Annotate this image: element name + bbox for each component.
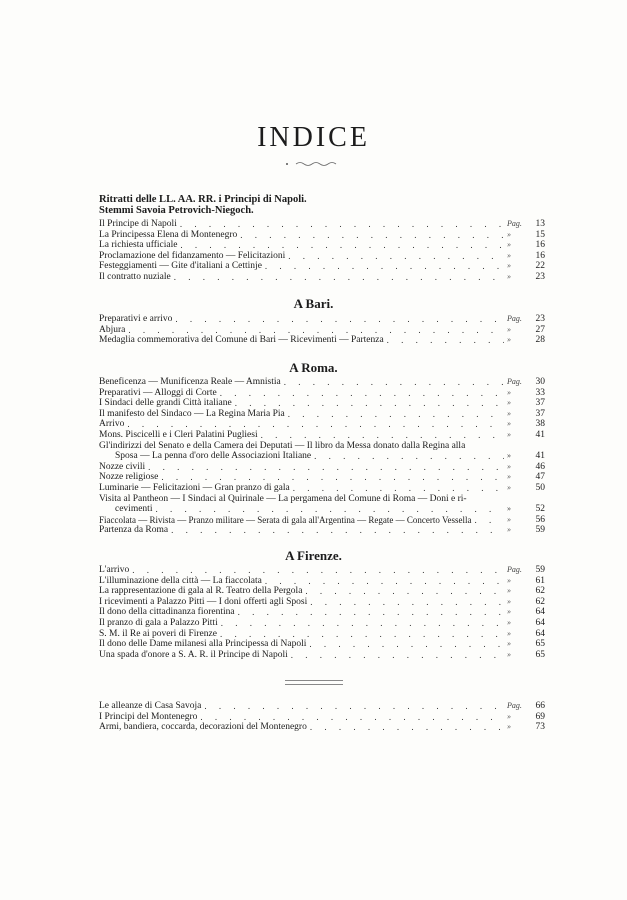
- toc-entry[interactable]: L'illuminazione della città — La fiaccolata . . . » 61: [99, 576, 545, 587]
- toc-entry[interactable]: Beneficenza — Munificenza Reale — Amnistia . . . Pag. 30: [99, 377, 545, 388]
- toc-entry[interactable]: Le alleanze di Casa Savoja . . . Pag. 66: [99, 701, 545, 712]
- toc-entry[interactable]: Preparativi — Alloggi di Corte . . . » 33: [99, 388, 545, 399]
- toc-entry[interactable]: La rappresentazione di gala al R. Teatro della Pergola . . . » 62: [99, 586, 545, 597]
- toc-entry[interactable]: Arrivo . . . » 38: [99, 419, 545, 430]
- toc-entry-continuation[interactable]: Sposa — La penna d'oro delle Associazioni Italiane . . . » 41: [99, 451, 545, 462]
- toc-entry[interactable]: I Principi del Montenegro . . . » 69: [99, 712, 545, 723]
- toc-entry[interactable]: Preparativi e arrivo . . . Pag. 23: [99, 314, 545, 325]
- section-divider: [285, 680, 343, 685]
- toc-entry[interactable]: Festeggiamenti — Gite d'italiani a Cettinje . . . » 22: [99, 261, 545, 272]
- toc-entry[interactable]: Il manifesto del Sindaco — La Regina Maria Pia . . . » 37: [99, 409, 545, 420]
- toc-entry[interactable]: Luminarie — Felicitazioni — Gran pranzo di gala . . . » 50: [99, 483, 545, 494]
- toc-entry-wrapped[interactable]: Gl'indirizzi del Senato e della Camera dei Deputati — Il libro da Messa donato dalla Regina alla: [99, 440, 466, 451]
- toc-entry-continuation[interactable]: cevimenti . . . » 52: [99, 504, 545, 515]
- toc-entry[interactable]: Il pranzo di gala a Palazzo Pitti . . . » 64: [99, 618, 545, 629]
- section-title-bari: A Bari.: [293, 296, 334, 311]
- page-title: INDICE: [257, 122, 370, 153]
- toc-entry[interactable]: Il dono delle Dame milanesi alla Principessa di Napoli . . . » 65: [99, 639, 545, 650]
- toc-entry[interactable]: Nozze civili . . . » 46: [99, 462, 545, 473]
- toc-entry-wrapped[interactable]: Visita al Pantheon — I Sindaci al Quirinale — La pergamena del Comune di Roma — Doni e ri-: [99, 493, 467, 504]
- toc-entry[interactable]: Fiaccolata — Rivista — Pranzo militare — Serata di gala all'Argentina — Regate — Concerto Vessella . . . » 56: [99, 515, 545, 526]
- toc-entry[interactable]: L'arrivo . . . Pag. 59: [99, 565, 545, 576]
- toc-entry[interactable]: Proclamazione del fidanzamento — Felicitazioni . . . » 16: [99, 251, 545, 262]
- section-title-firenze: A Firenze.: [285, 548, 342, 563]
- toc-group-roma: [99, 377, 545, 536]
- toc-entry[interactable]: Medaglia commemorativa del Comune di Bari — Ricevimenti — Partenza . . . » 28: [99, 335, 545, 346]
- toc-entry[interactable]: Armi, bandiera, coccarda, decorazioni del Montenegro . . . » 73: [99, 722, 545, 733]
- toc-entry[interactable]: Partenza da Roma . . . » 59: [99, 525, 545, 536]
- toc-entry[interactable]: Il contratto nuziale . . . » 23: [99, 272, 545, 283]
- toc-entry[interactable]: Il dono della cittadinanza fiorentina . . . » 64: [99, 607, 545, 618]
- toc-entry[interactable]: Abjura . . . » 27: [99, 325, 545, 336]
- toc-entry[interactable]: Il Principe di Napoli . . . Pag. 13: [99, 219, 545, 230]
- toc-group-bari: [99, 314, 545, 346]
- toc-entry[interactable]: La Principessa Elena di Montenegro . . . » 15: [99, 230, 545, 241]
- toc-entry[interactable]: Mons. Piscicelli e i Cleri Palatini Pugliesi . . . » 41: [99, 430, 545, 441]
- toc-entry[interactable]: S. M. il Re ai poveri di Firenze . . . » 64: [99, 629, 545, 640]
- toc-entry[interactable]: I ricevimenti a Palazzo Pitti — I doni offerti agli Sposi . . . » 62: [99, 597, 545, 608]
- toc-entry[interactable]: I Sindaci delle grandi Città italiane . . . » 37: [99, 398, 545, 409]
- toc-group-firenze: [99, 565, 545, 660]
- toc-entry[interactable]: La richiesta ufficiale . . . » 16: [99, 240, 545, 251]
- flourish-ornament-icon: [284, 160, 344, 168]
- toc-group-intro: [99, 219, 545, 283]
- section-title-roma: A Roma.: [289, 360, 338, 375]
- toc-entry[interactable]: Una spada d'onore a S. A. R. il Principe di Napoli . . . » 65: [99, 650, 545, 661]
- toc-entry[interactable]: Nozze religiose . . . » 47: [99, 472, 545, 483]
- heading-arms: Stemmi Savoia Petrovich-Niegoch.: [99, 205, 254, 216]
- title-flourish: [0, 158, 627, 169]
- heading-portraits: Ritratti delle LL. AA. RR. i Principi di Napoli.: [99, 194, 307, 205]
- toc-group-appendix: [99, 701, 545, 733]
